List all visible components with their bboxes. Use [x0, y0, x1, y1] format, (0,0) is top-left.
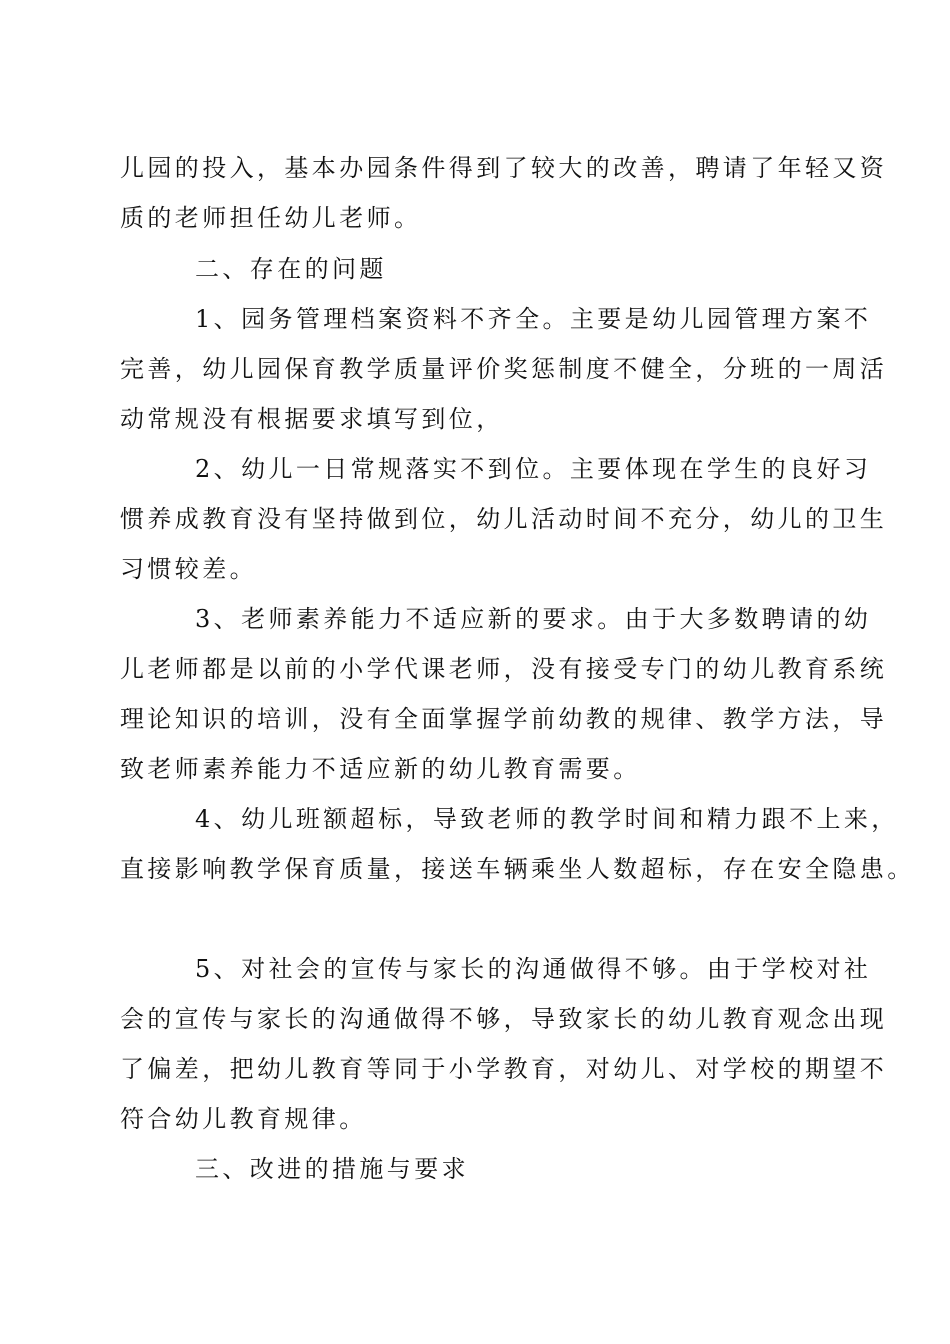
- paragraph-line: 直接影响教学保育质量，接送车辆乘坐人数超标，存在安全隐患。: [120, 855, 915, 883]
- paragraph-line: 符合幼儿教育规律。: [120, 1105, 367, 1133]
- paragraph-line: 1、园务管理档案资料不齐全。主要是幼儿园管理方案不: [195, 305, 872, 333]
- paragraph-line: 会的宣传与家长的沟通做得不够，导致家长的幼儿教育观念出现: [120, 1005, 888, 1033]
- section-heading: 二、存在的问题: [195, 255, 387, 283]
- paragraph-line: 质的老师担任幼儿老师。: [120, 204, 422, 232]
- paragraph-line: 完善，幼儿园保育教学质量评价奖惩制度不健全，分班的一周活: [120, 355, 888, 383]
- paragraph-line: 儿老师都是以前的小学代课老师，没有接受专门的幼儿教育系统: [120, 655, 888, 683]
- paragraph-line: 2、幼儿一日常规落实不到位。主要体现在学生的良好习: [195, 455, 872, 483]
- paragraph-line: 3、老师素养能力不适应新的要求。由于大多数聘请的幼: [195, 605, 872, 633]
- paragraph-line: 理论知识的培训，没有全面掌握学前幼教的规律、教学方法，导: [120, 705, 888, 733]
- paragraph-line: 4、幼儿班额超标，导致老师的教学时间和精力跟不上来，: [195, 805, 899, 833]
- paragraph-line: 动常规没有根据要求填写到位，: [120, 405, 504, 433]
- paragraph-line: 致老师素养能力不适应新的幼儿教育需要。: [120, 755, 641, 783]
- paragraph-line: 惯养成教育没有坚持做到位，幼儿活动时间不充分，幼儿的卫生: [120, 505, 888, 533]
- paragraph-line: 5、对社会的宣传与家长的沟通做得不够。由于学校对社: [195, 955, 872, 983]
- paragraph-line: 了偏差，把幼儿教育等同于小学教育，对幼儿、对学校的期望不: [120, 1055, 888, 1083]
- paragraph-line: 儿园的投入，基本办园条件得到了较大的改善，聘请了年轻又资: [120, 154, 888, 182]
- paragraph-line: 习惯较差。: [120, 555, 257, 583]
- section-heading: 三、改进的措施与要求: [195, 1155, 469, 1183]
